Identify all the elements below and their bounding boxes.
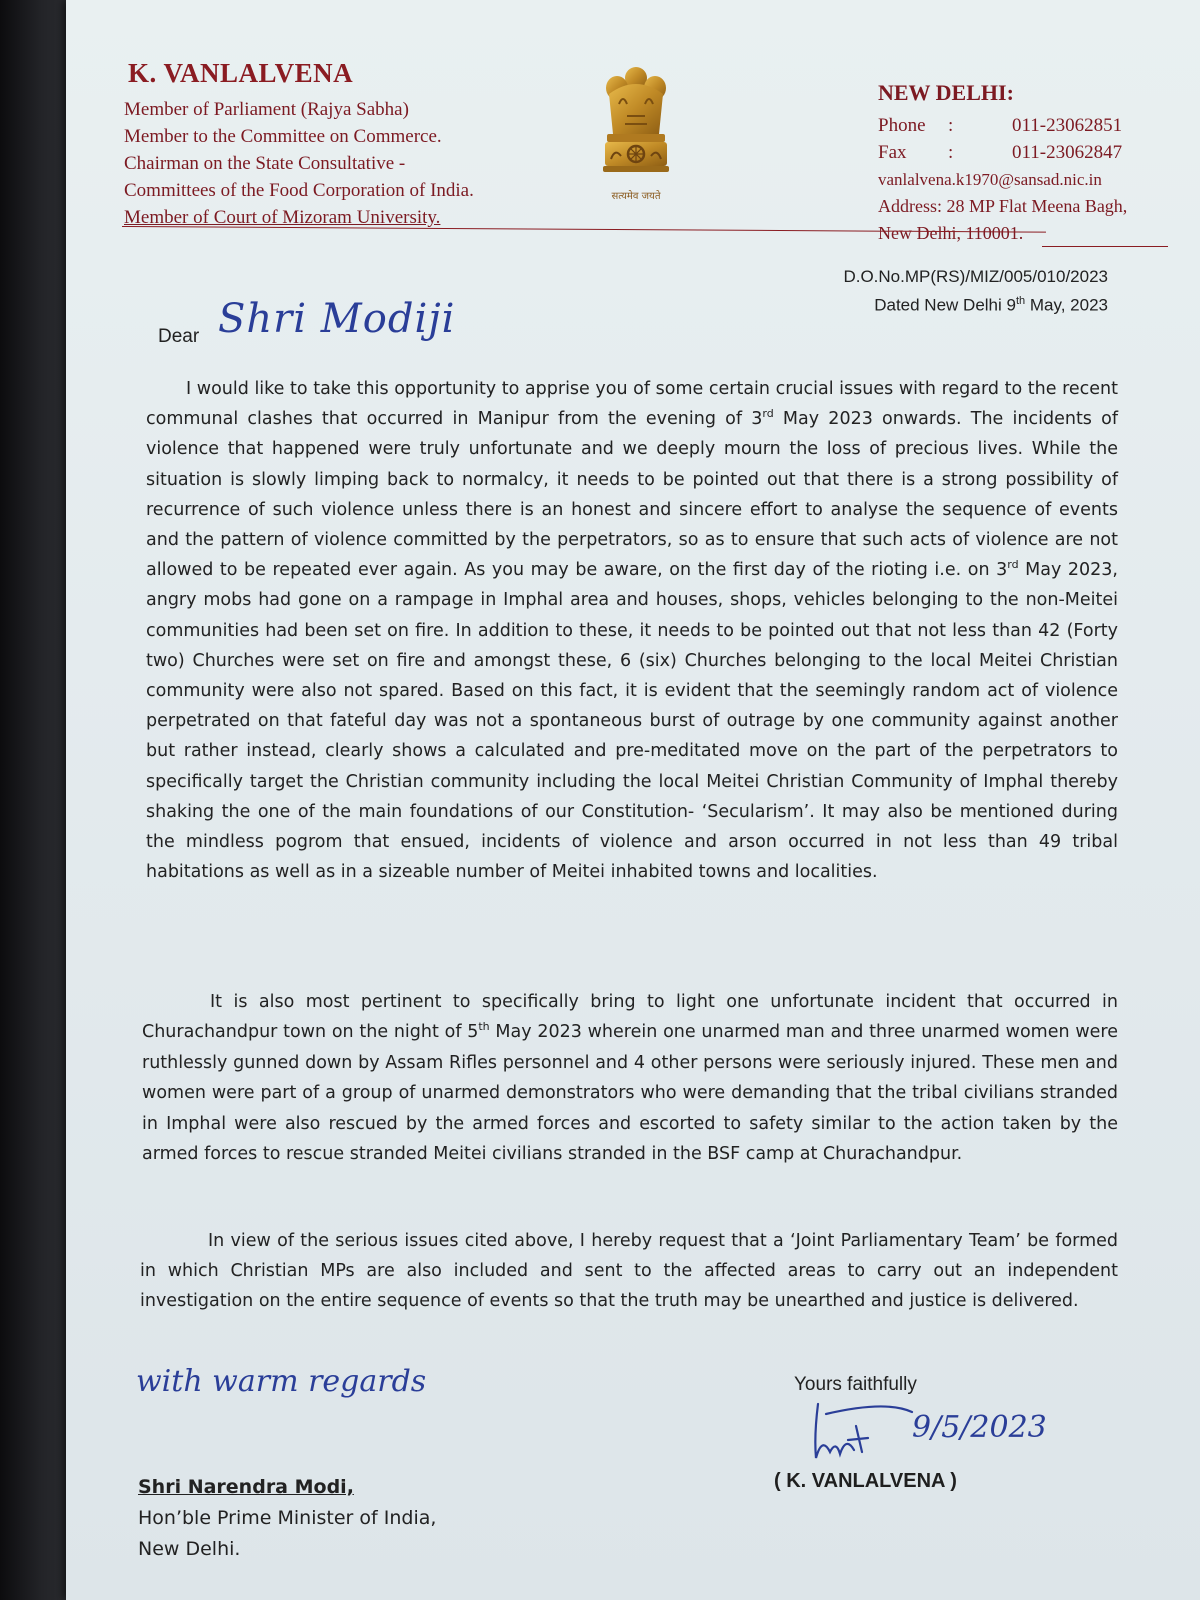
dark-background-edge: [0, 0, 70, 1600]
letterhead-name: K. VANLALVENA: [128, 58, 354, 88]
colon: :: [948, 115, 954, 136]
address-line: New Delhi, 110001.: [878, 223, 1024, 243]
sender-name: ( K. VANLALVENA ): [774, 1470, 957, 1492]
handwritten-closing: with warm regards: [136, 1364, 427, 1399]
fax-label: Fax: [878, 142, 907, 163]
designation-line: Member to the Committee on Commerce.: [124, 126, 442, 147]
contact-email: vanlalvena.k1970@sansad.nic.in: [878, 170, 1102, 189]
emblem-motto: सत्यमेव जयते: [611, 191, 661, 202]
letterhead-designations: [124, 96, 474, 231]
salutation-dear: Dear: [158, 326, 200, 347]
signature-scribble: [796, 1396, 916, 1476]
reference-date: Dated New Delhi 9th May, 2023: [874, 295, 1108, 315]
lion-capital-icon: [597, 64, 675, 184]
body-paragraph-3: In view of the serious issues cited above, I hereby request that a ‘Joint Parliamentary Team’ be formed in which Christian MPs are also included and sent to the affected areas to carry out an independent investigation on the entire sequence of events so that the truth may be unearthed and justice is delivered.: [140, 1231, 1118, 1312]
fax-number: 011-23062847: [1012, 142, 1123, 163]
letterhead-divider-right: [1042, 246, 1168, 247]
phone-number: 011-23062851: [1012, 115, 1123, 136]
contact-block: [878, 80, 1127, 247]
recipient-city: New Delhi.: [138, 1538, 241, 1560]
address-line: Address: 28 MP Flat Meena Bagh,: [878, 196, 1128, 216]
phone-label: Phone: [878, 115, 926, 136]
body-paragraph-2: It is also most pertinent to specifically bring to light one unfortunate incident that occurred in Churachandpur town on the night of 5th May 2023 wherein one unarmed man and three unarmed women were ruthlessly gunned down by Assam Rifles personnel and 4 other persons were seriously injured. These men and women were part of a group of unarmed demonstrators who were demanding that the tribal civilians stranded in Imphal were also rescued by the armed forces and escorted to safety similar to the action taken by the armed forces to rescue stranded Meitei civilians stranded in the BSF camp at Churachandpur.: [142, 992, 1118, 1165]
body-paragraph-1: I would like to take this opportunity to apprise you of some certain crucial issues with regard to the recent communal clashes that occurred in Manipur from the evening of 3rd May 2023 onwards. The incidents of violence that happened were truly unfortunate and we deeply mourn the loss of precious lives. While the situation is slowly limping back to normalcy, it needs to be pointed out that there is a strong possibility of recurrence of such violence unless there is an honest and sincere effort to analyse the sequence of events and the pattern of violence committed by the perpetrators, so as to ensure that such acts of violence are not allowed to be repeated ever again. As you may be aware, on the first day of the rioting i.e. on 3rd May 2023, angry mobs had gone on a rampage in Imphal area and houses, shops, vehicles belonging to the non-Meitei communities had been set on fire. In addition to these, it needs to be pointed out that not less than 42 (Forty two) Churches were set on fire and amongst these, 6 (six) Churches belonging to the local Meitei Christian community were also not spared. Based on this fact, it is evident that the seemingly random act of violence perpetrated on that fateful day was not a spontaneous burst of outrage by one community against another but rather instead, clearly shows a calculated and pre-meditated move on the part of the perpetrators to specifically target the Christian community including the local Meitei Christian Community of Imphal thereby shaking the one of the main foundations of our Constitution- ‘Secularism’. It may also be mentioned during the mindless pogrom that ensued, incidents of violence and arson occurred in not less than 49 tribal habitations as well as in a sizeable number of Meitei inhabited towns and localities.: [146, 379, 1118, 883]
signature-date: 9/5/2023: [912, 1410, 1047, 1445]
colon: :: [948, 142, 954, 163]
designation-line: Committees of the Food Corporation of India.: [124, 180, 474, 201]
contact-city: NEW DELHI:: [878, 80, 1014, 105]
reference-block: [843, 264, 1108, 318]
letter-page: [66, 0, 1200, 1600]
recipient-name: Shri Narendra Modi,: [138, 1476, 354, 1498]
fax-row: [878, 139, 1127, 166]
handwritten-salutation: Shri Modiji: [218, 296, 456, 342]
national-emblem: [586, 64, 686, 202]
reference-number: D.O.No.MP(RS)/MIZ/005/010/2023: [843, 267, 1108, 286]
designation-line: Chairman on the State Consultative -: [124, 153, 406, 174]
recipient-block: [138, 1472, 436, 1565]
yours-faithfully: Yours faithfully: [794, 1374, 917, 1395]
designation-line: Member of Court of Mizoram University.: [124, 207, 441, 228]
recipient-title: Hon’ble Prime Minister of India,: [138, 1507, 437, 1529]
designation-line: Member of Parliament (Rajya Sabha): [124, 99, 409, 120]
phone-row: [878, 112, 1127, 139]
